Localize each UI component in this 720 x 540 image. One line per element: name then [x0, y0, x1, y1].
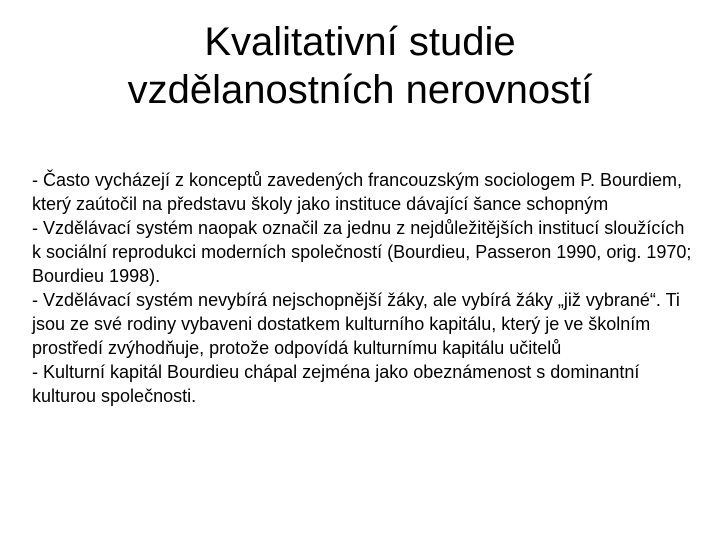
slide-title-line-2: vzdělanostních nerovností: [127, 68, 593, 112]
slide-body: [32, 168, 692, 408]
paragraph-selection-of-pupils: - Vzdělávací systém nevybírá nejschopnější žáky, ale vybírá žáky „již vybrané“. Ti jsou ze své rodiny vybaveni dostatkem kulturního kapitálu, který je ve školním prostředí zvýhodňuje, protože odpovídá kulturnímu kapitálu učitelů: [32, 290, 680, 358]
slide-title: [40, 18, 680, 114]
paragraph-bourdieu-concepts: - Často vycházejí z konceptů zavedených francouzským sociologem P. Bourdiem, který zaútočil na představu školy jako instituce dávající šance schopným: [32, 170, 682, 214]
paragraph-social-reproduction: - Vzdělávací systém naopak označil za jednu z nejdůležitějších institucí sloužících k sociální reprodukci moderních společností (Bourdieu, Passeron 1990, orig. 1970; Bourdieu 1998).: [32, 218, 692, 286]
paragraph-cultural-capital: - Kulturní kapitál Bourdieu chápal zejména jako obeznámenost s dominantní kulturou společnosti.: [32, 362, 640, 406]
slide-title-line-1: Kvalitativní studie: [204, 20, 516, 64]
